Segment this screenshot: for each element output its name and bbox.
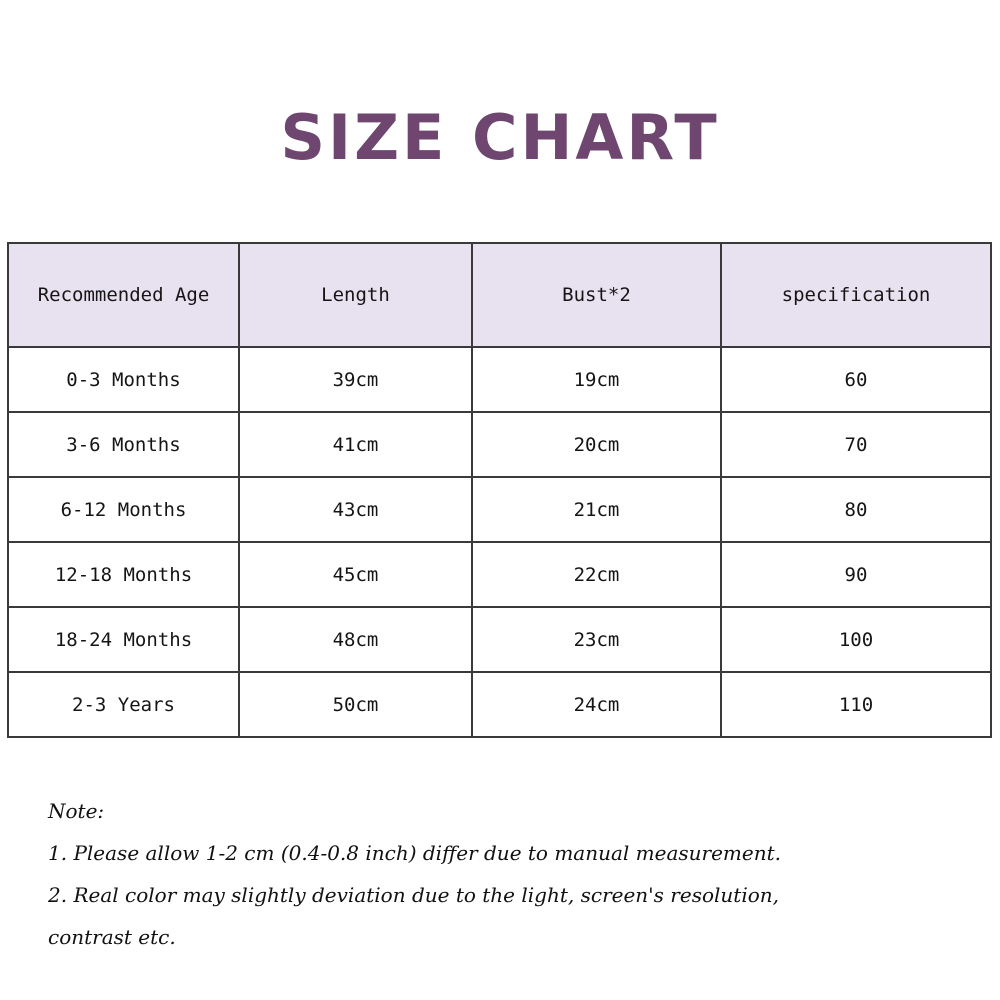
note-line-2: 2. Real color may slightly deviation due to the light, screen's resolution, <box>48 883 779 907</box>
cell-length: 41cm <box>239 412 472 477</box>
size-chart-title: SIZE CHART <box>280 101 720 174</box>
table-row <box>8 672 991 737</box>
notes-heading: Note: <box>48 799 105 823</box>
cell-specification: 100 <box>721 607 991 672</box>
cell-length: 48cm <box>239 607 472 672</box>
cell-age: 3-6 Months <box>8 412 239 477</box>
table-row <box>8 412 991 477</box>
cell-bust: 21cm <box>472 477 721 542</box>
cell-age: 0-3 Months <box>8 347 239 412</box>
notes-section <box>48 796 988 964</box>
cell-bust: 19cm <box>472 347 721 412</box>
cell-age: 2-3 Years <box>8 672 239 737</box>
note-line-3: contrast etc. <box>48 925 176 949</box>
cell-specification: 90 <box>721 542 991 607</box>
cell-specification: 80 <box>721 477 991 542</box>
cell-age: 18-24 Months <box>8 607 239 672</box>
table-header-row <box>8 243 991 347</box>
size-table <box>7 242 992 738</box>
header-recommended-age: Recommended Age <box>8 243 239 347</box>
cell-bust: 23cm <box>472 607 721 672</box>
cell-age: 6-12 Months <box>8 477 239 542</box>
header-specification: specification <box>721 243 991 347</box>
cell-bust: 24cm <box>472 672 721 737</box>
table-row <box>8 347 991 412</box>
cell-length: 45cm <box>239 542 472 607</box>
cell-length: 39cm <box>239 347 472 412</box>
size-table-container <box>7 242 990 738</box>
note-line-1: 1. Please allow 1-2 cm (0.4-0.8 inch) differ due to manual measurement. <box>48 841 781 865</box>
cell-bust: 20cm <box>472 412 721 477</box>
cell-age: 12-18 Months <box>8 542 239 607</box>
cell-specification: 70 <box>721 412 991 477</box>
table-row <box>8 542 991 607</box>
cell-bust: 22cm <box>472 542 721 607</box>
table-row <box>8 607 991 672</box>
cell-specification: 110 <box>721 672 991 737</box>
cell-specification: 60 <box>721 347 991 412</box>
header-bust: Bust*2 <box>472 243 721 347</box>
cell-length: 50cm <box>239 672 472 737</box>
cell-length: 43cm <box>239 477 472 542</box>
table-row <box>8 477 991 542</box>
header-length: Length <box>239 243 472 347</box>
